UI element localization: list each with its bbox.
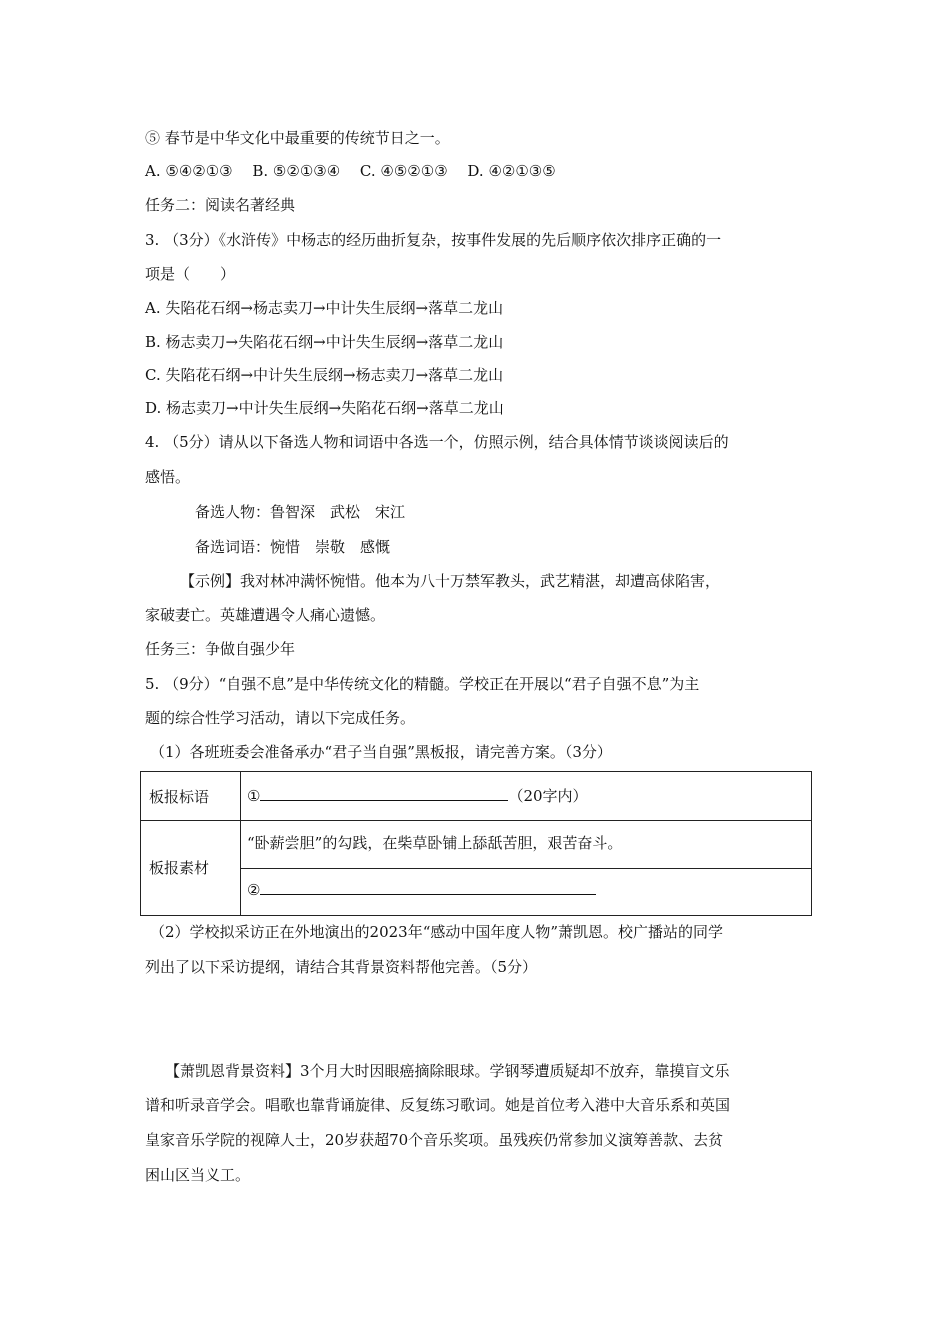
example-text-cont: 家破妻亡。英雄遭遇令人痛心遗憾。: [145, 606, 386, 624]
question-5-cont: 题的综合性学习活动，请以下完成任务。: [145, 709, 416, 727]
candidate-words: 备选词语：惋惜 崇敬 感慨: [195, 538, 391, 556]
table-label-material: [141, 820, 241, 915]
table-divider: [141, 820, 811, 821]
background-info-cont: 皇家音乐学院的视障人士，20岁获超70个音乐奖项。虽残疾仍常参加义演筹善款、去贫: [145, 1131, 724, 1149]
slot-1-limit: （20字内）: [508, 787, 588, 805]
slogan-blank[interactable]: [260, 784, 508, 801]
section-heading: 任务二：阅读名著经典: [145, 196, 296, 214]
section-heading: 任务三：争做自强少年: [145, 640, 296, 658]
slogan-label-text: 板报标语: [149, 787, 210, 806]
material-slot-cell: [247, 878, 596, 899]
material-label-text: 板报素材: [149, 859, 210, 877]
text-line: ⑤ 春节是中华文化中最重要的传统节日之一。: [145, 129, 450, 147]
question-4-cont: 感悟。: [145, 468, 191, 486]
question-4: 4. （5分）请从以下备选人物和词语中各选一个，仿照示例，结合具体情节谈谈阅读后的: [145, 433, 729, 451]
table-divider: [241, 868, 811, 869]
material-blank[interactable]: [260, 878, 596, 895]
background-info: 【萧凯恩背景资料】3个月大时因眼癌摘除眼球。学钢琴遭质疑却不放弃，靠摸盲文乐: [165, 1062, 730, 1080]
question-5: 5. （9分）“自强不息”是中华传统文化的精髓。学校正在开展以“君子自强不息”为主: [145, 675, 700, 693]
question-3: 3. （3分）《水浒传》中杨志的经历曲折复杂，按事件发展的先后顺序依次排序正确的一: [145, 231, 722, 249]
question-3-cont: 项是（ ）: [145, 265, 236, 283]
option-a: A. 失陷花石纲→杨志卖刀→中计失生辰纲→落草二龙山: [145, 299, 504, 317]
background-info-cont: 困山区当义工。: [145, 1166, 251, 1184]
sub-question-1: （1）各班班委会准备承办“君子当自强”黑板报，请完善方案。（3分）: [150, 743, 612, 761]
candidate-characters: 备选人物：鲁智深 武松 宋江: [195, 503, 406, 521]
slot-1-marker: ①: [247, 787, 261, 805]
option-c: C. 失陷花石纲→中计失生辰纲→杨志卖刀→落草二龙山: [145, 366, 504, 384]
table-label-slogan: [141, 772, 241, 820]
answer-options: A. ⑤④②①③ B. ⑤②①③④ C. ④⑤②①③ D. ④②①③⑤: [145, 162, 556, 180]
sub-question-2: （2）学校拟采访正在外地演出的2023年“感动中国年度人物”萧凯恩。校广播站的同学: [150, 923, 724, 941]
slot-2-marker: ②: [247, 881, 261, 899]
sub-question-2-cont: 列出了以下采访提纲，请结合其背景资料帮他完善。（5分）: [145, 958, 538, 976]
option-b: B. 杨志卖刀→失陷花石纲→中计失生辰纲→落草二龙山: [145, 333, 504, 351]
slogan-cell: [247, 784, 588, 806]
background-info-cont: 谱和听录音学会。唱歌也靠背诵旋律、反复练习歌词。她是首位考入港中大音乐系和英国: [145, 1096, 731, 1114]
option-d: D. 杨志卖刀→中计失生辰纲→失陷花石纲→落草二龙山: [145, 399, 504, 417]
blackboard-plan-table: [140, 771, 812, 916]
material-example: “卧薪尝胆”的勾践，在柴草卧铺上舔舐苦胆，艰苦奋斗。: [247, 834, 623, 852]
example-text: 【示例】我对林冲满怀惋惜。他本为八十万禁军教头，武艺精湛，却遭高俅陷害，: [180, 572, 721, 590]
